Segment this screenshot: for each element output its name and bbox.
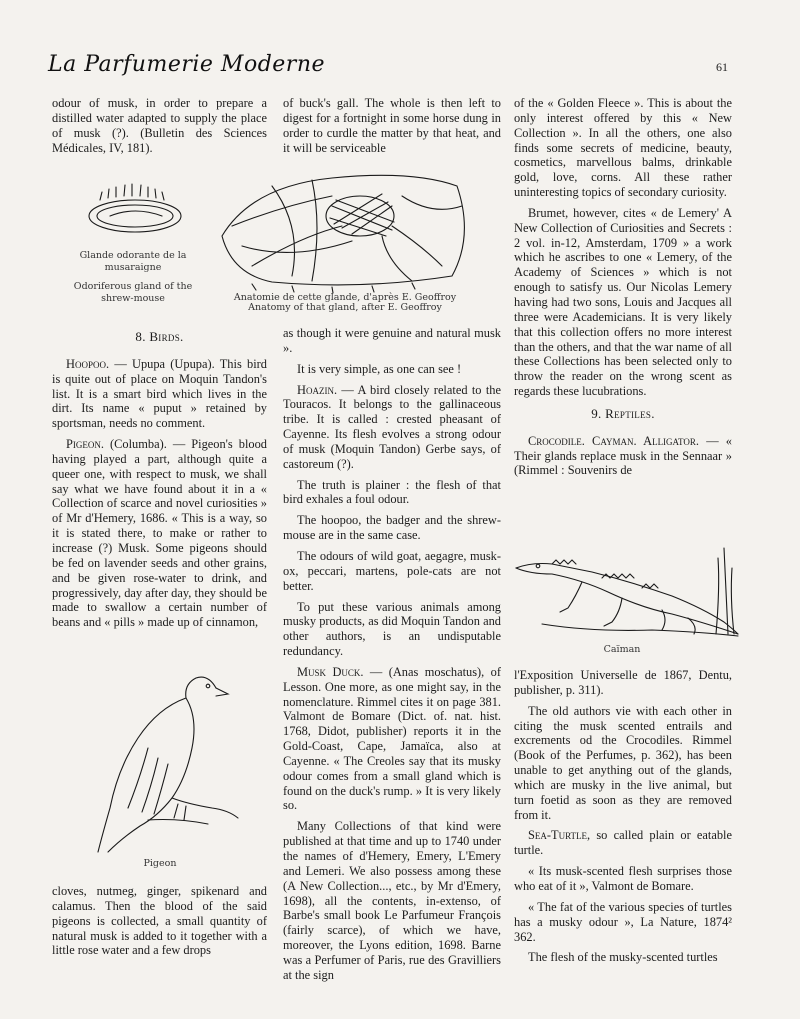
paragraph-simple: It is very simple, as one can see ! — [297, 361, 462, 376]
pigeon-text: (Columba). — Pigeon's blood having played a part, although quite a queer one, with respect to musk, we shall say what we have found about it in a « Collection of scarce and novel curiosities » of Mr d'Hemery, 1686. « This is a way, so it is stated there, to make or rather to increase (?) Musk. Some pigeons should be fed on lavender seeds and other grains, and be given rose-water to drink, and progressively, day after day, they should be made to swallow a certain number of beans and « pills » made up of cinnamon, — [52, 437, 267, 630]
column-2-main — [283, 326, 501, 989]
term-crocodile: Crocodile. Cayman. Alligator. — [528, 433, 699, 448]
term-hoopoo: Hoopoo. — [66, 356, 110, 371]
gland-caption-fr: Glande odorante de la musaraigne — [79, 250, 187, 273]
paragraph-truth: The truth is plainer : the flesh of that bird exhales a foul odour. — [283, 477, 501, 507]
paragraph-genuine-musk: as though it were genuine and natural musk ». — [283, 326, 501, 355]
term-hoazin: Hoazin. — [297, 382, 338, 397]
gland-illustration — [80, 176, 190, 246]
sea-turtle-text: so called plain or eatable turtle. — [514, 828, 732, 858]
paragraph-exposition: l'Exposition Universelle de 1867, Dentu, publisher, p. 311). — [514, 668, 732, 697]
paragraph-many-collections: Many Collections of that kind were published at that time and up to 1740 under the names of d'Hemery, Emery, L'Emery and Lemeri. We also possess among these (A New Collection..., etc., by Mr d'Emery, 1698), all the contents, in-extenso, of Barbe's small book Le Parfumeur François (fairly scarce), of which we have, moreover, the Lyons edition, 1698. Barne was a Perfumer of Paris, rue des Gravilliers at the sign — [283, 819, 501, 982]
caiman-caption: Caïman — [603, 644, 641, 655]
paragraph-hoopoo — [52, 357, 267, 431]
page-number: 61 — [716, 60, 728, 74]
paragraph-crocodile — [514, 434, 732, 479]
paragraph-last-line: The flesh of the musky-scented turtles — [528, 950, 718, 965]
paragraph-after-pigeon: cloves, nutmeg, ginger, spikenard and calamus. Then the blood of the said pigeons is collected, a small quantity of natural musk is added to it together with a little rose water and a few drops — [52, 884, 267, 958]
hoopoo-text: — Upupa (Upupa). This bird is quite out of place on Moquin Tandon's list. It is a smart bird which lives in the dirt. Its name « puput » retained by sportsman, needs no comment. — [52, 356, 267, 431]
paragraph-turtle-flesh: « Its musk-scented flesh surprises those who eat of it », Valmont de Bomare. — [514, 864, 732, 893]
paragraph-turtle-fat: « The fat of the various species of turtles has a musky odour », La Nature, 1874² 362. — [514, 899, 732, 944]
column-1-top — [52, 96, 267, 161]
column-2-top — [283, 96, 501, 161]
paragraph-golden-fleece: of the « Golden Fleece ». This is about the only interest offered by this « New Collection ». In all the others, one also finds some secrets of medicine, beauty, cosmetics, marvellous balms, drinkable gold, love, corns. All these rather uninteresting topics of secondary curiosity. — [514, 96, 732, 200]
term-pigeon: Pigeon. — [66, 437, 104, 452]
section-heading-reptiles: 9. Reptiles. — [591, 405, 655, 421]
paragraph-intro: odour of musk, in order to prepare a distilled water adapted to supply the place of musk (?). (Bulletin des Sciences Médicales, IV, 181). — [52, 96, 267, 155]
column-1-bottom — [52, 884, 267, 964]
anatomy-caption-fr: Anatomie de cette glande, d'après E. Geoffroy — [233, 292, 457, 303]
term-musk-duck: Musk Duck. — [297, 664, 364, 679]
column-3-bottom — [514, 668, 732, 971]
pigeon-caption: Pigeon — [143, 858, 177, 869]
paragraph-pigeon — [52, 437, 267, 630]
section-heading-birds: 8. Birds. — [135, 329, 184, 344]
caiman-illustration — [512, 538, 742, 638]
column-1-middle — [52, 322, 267, 636]
paragraph-brumet: Brumet, however, cites « de Lemery' A New Collection of Curiosities and Secrets : 2 vol. in-12, Amsterdam, 1709 » a work which he ascribes to one « Lemery, of the Academy of Sciences » which is not enough to satisfy us. Our Nicolas Lemery having had two sons, Louis and Jacques all three were Academicians. It is very likely that this collection offers no more interest than the others, and that the war name of all these Collections has been selected only to throw the reader on the wrong scent as regards these lucubrations. — [514, 205, 732, 399]
paragraph-old-authors: The old authors vie with each other in citing the musk scented entrails and excrements od the Crocodiles. Rimmel (Book of the Perfumes, p. 362), has been unable to get anything out of the glands, which are musky in the live animal, but turn foetid as soon as they are removed from it. — [514, 703, 732, 822]
column-3-top — [514, 96, 732, 484]
masthead-title: La Parfumerie Moderne — [48, 52, 326, 77]
crocodile-text: — « Their glands replace musk in the Sennaar » (Rimmel : Souvenirs de — [514, 433, 732, 478]
paragraph-hoazin — [283, 383, 501, 472]
paragraph-sea-turtle — [514, 828, 732, 858]
hoazin-text: — A bird closely related to the Touracos. It belongs to the gallinaceous tribe. It is called : crested pheasant of Cayenne. Its flesh evolves a strong odour of musk (Moquin Tandon) Gerbe says, of castoreum (?). — [283, 382, 501, 471]
musk-duck-text: — (Anas moschatus), of Lesson. One more, as one might say, in the nomenclature. Rimmel cites it on page 381. Valmont de Bomare (Dict. of. nat. hist. 1768, Didot, publisher) reports it in the Gold-Coast, Cape, Jamaïca, also at Cayenne. « The Creoles say that its musky odour comes from a small gland which is found on the duck's rump. » It is very likely so. — [283, 664, 502, 813]
term-sea-turtle: Sea-Turtle, — [528, 828, 591, 843]
paragraph-bucks-gall: of buck's gall. The whole is then left to digest for a fortnight in some horse dung in order to curdle the matter by that heat, and it will be serviceable — [283, 96, 501, 155]
paragraph-odours: The odours of wild goat, aegagre, musk-ox, peccari, martens, pole-cats are not better. — [283, 548, 501, 593]
pigeon-illustration — [88, 668, 238, 856]
paragraph-musk-duck — [283, 665, 501, 813]
gland-caption-en: Odoriferous gland of the shrew-mouse — [73, 281, 193, 304]
anatomy-illustration — [212, 166, 472, 291]
paragraph-hoopoo-badger: The hoopoo, the badger and the shrew-mouse are in the same case. — [283, 513, 501, 543]
paragraph-put-animals: To put these various animals among musky products, as did Moquin Tandon and other authors, is an undisputable redundancy. — [283, 599, 501, 659]
anatomy-caption-en: Anatomy of that gland, after E. Geoffroy — [248, 302, 442, 313]
